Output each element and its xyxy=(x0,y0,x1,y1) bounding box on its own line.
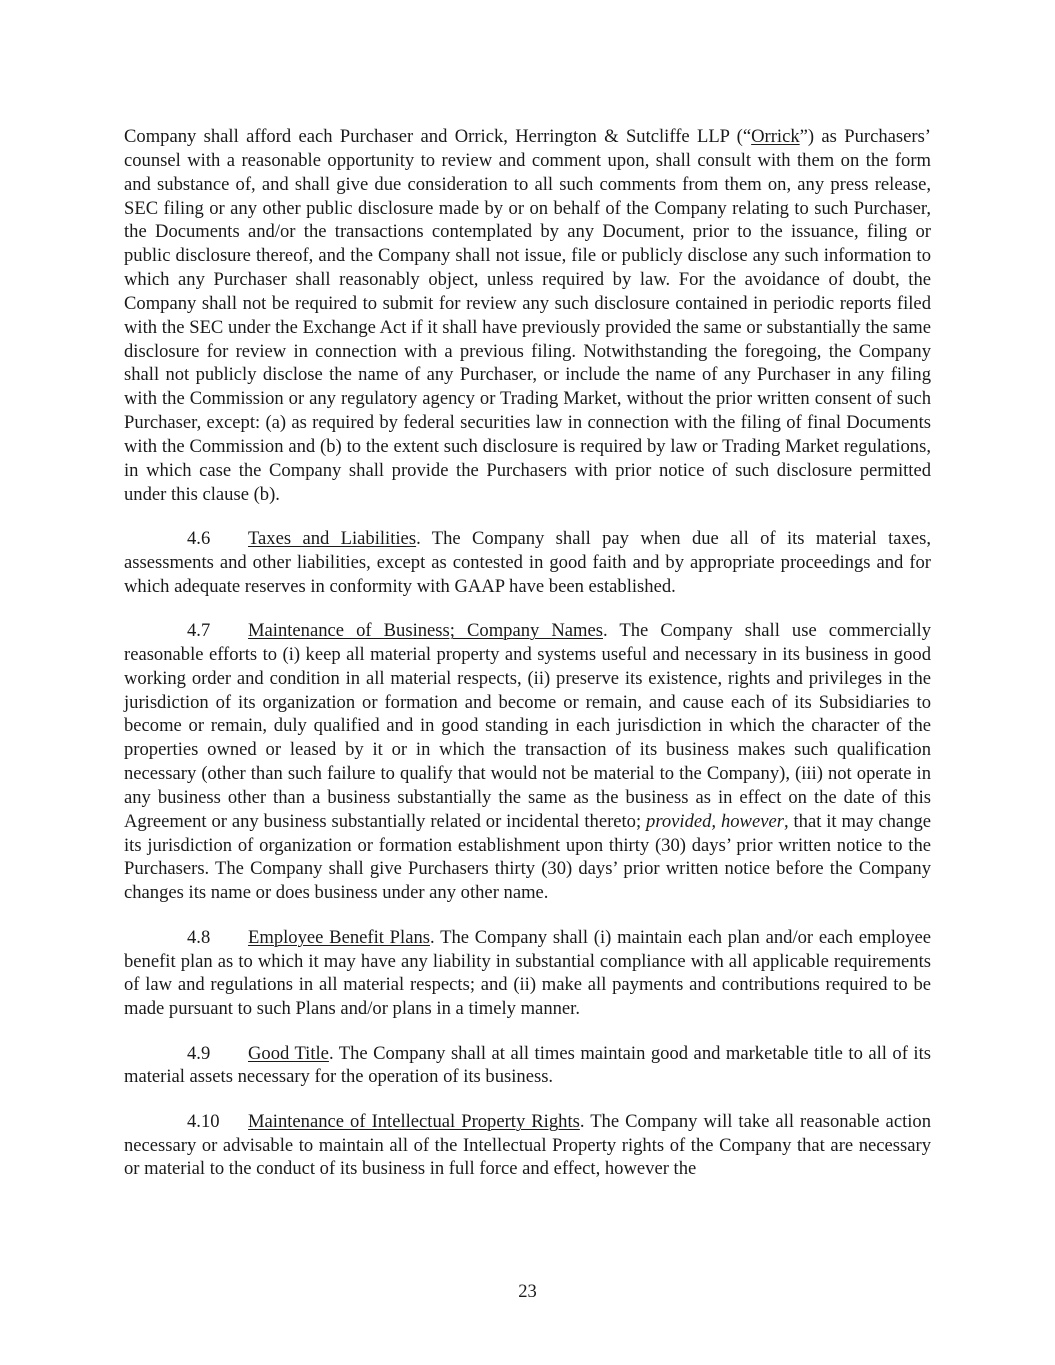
section-number: 4.10 xyxy=(187,1110,220,1132)
section-body: . The Company shall (i) maintain each plan and/or each employee benefit plan as to which it may have any liability in substantial compliance with all applicable requirements of law and regulations in all material respects; and (ii) make all payments and contributions required to be made pursuant to such Plans and/or plans in a timely manner. xyxy=(124,926,932,1020)
section-4-7 xyxy=(124,619,931,905)
section-body-continued: , that it may change its jurisdiction of organization or formation establishment upon thirty (30) days’ prior written notice to the Purchasers. The Company shall give Purchasers thirty (30) days’ prior written notice before the Company changes its name or does business under any other name. xyxy=(124,810,931,904)
section-body: . The Company will take all reasonable action necessary or advisable to maintain all of the Intellectual Property rights of the Company that are necessary or material to the conduct of its business in full force and effect, however the xyxy=(124,1110,931,1180)
proviso-italic: provided, however xyxy=(646,810,784,832)
section-heading: Maintenance of Intellectual Property Rights xyxy=(248,1110,580,1132)
intro-paragraph xyxy=(124,125,931,507)
section-4-6 xyxy=(124,527,931,599)
section-heading: Taxes and Liabilities xyxy=(248,528,417,549)
section-number: 4.7 xyxy=(187,620,211,642)
section-heading: Good Title xyxy=(248,1042,329,1064)
section-heading: Maintenance of Business; Company Names xyxy=(248,620,604,642)
section-number: 4.9 xyxy=(187,1042,211,1064)
section-body: . The Company shall use commercially reasonable efforts to (i) keep all material property and systems useful and necessary in its business in good working order and condition in all material respects, (ii) preserve its existence, rights and privileges in the jurisdiction of its organization or formation and become or remain, and cause each of its Subsidiaries to become or remain, duly qualified and in good standing in each jurisdiction in which the character of the properties owned or leased by it or in which the transaction of its business makes such qualification necessary (other than such failure to qualify that would not be material to the Company), (iii) not operate in any business other than a business substantially the same as the business as in effect on the date of this Agreement or any business substantially related or incidental thereto; xyxy=(124,620,932,832)
section-body: . The Company shall at all times maintain good and marketable title to all of its material assets necessary for the operation of its business. xyxy=(124,1042,931,1088)
section-4-10 xyxy=(124,1110,931,1182)
section-4-8 xyxy=(124,926,931,1021)
section-number: 4.6 xyxy=(187,528,211,549)
section-heading: Employee Benefit Plans xyxy=(248,926,430,948)
defined-term-orrick: Orrick xyxy=(751,126,800,147)
section-4-9 xyxy=(124,1042,931,1090)
section-number: 4.8 xyxy=(187,926,211,948)
section-body: . The Company shall pay when due all of its material taxes, assessments and other liabilities, except as contested in good faith and by appropriate proceedings and for which adequate reserves in conformity with GAAP have been established. xyxy=(124,528,931,597)
intro-text-before: Company shall afford each Purchaser and Orrick, Herrington & Sutcliffe LLP (“ xyxy=(124,126,752,147)
document-page xyxy=(124,125,931,1202)
page-number: 23 xyxy=(518,1281,537,1302)
intro-text-after: ”) as Purchasers’ counsel with a reasonable opportunity to review and comment upon, shall consult with them on the form and substance of, and shall give due consideration to all such comments from them on, any press release, SEC filing or any other public disclosure made by or on behalf of the Company relating to such Purchaser, the Documents and/or the transactions contemplated by any Document, prior to the issuance, filing or public disclosure thereof, and the Company shall not issue, file or publicly disclose any such information to which any Purchaser shall reasonably object, unless required by law. For the avoidance of doubt, the Company shall not be required to submit for review any such disclosure contained in periodic reports filed with the SEC under the Exchange Act if it shall have previously provided the same or substantially the same disclosure for review in connection with a previous filing. Notwithstanding the foregoing, the Company shall not publicly disclose the name of any Purchaser, or include the name of any Purchaser in any filing with the Commission or any regulatory agency or Trading Market, without the prior written consent of such Purchaser, except: (a) as required by federal securities law in connection with the filing of final Documents with the Commission and (b) to the extent such disclosure is required by law or Trading Market regulations, in which case the Company shall provide the Purchasers with prior notice of such disclosure permitted under this clause (b). xyxy=(124,126,931,505)
